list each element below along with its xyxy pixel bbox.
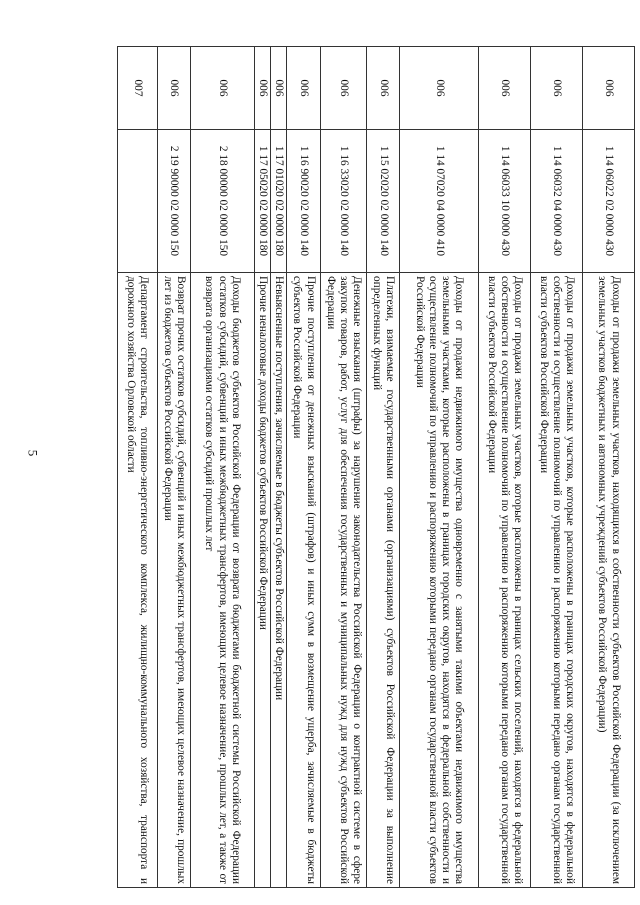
budget-code-cell: 2 18 00000 02 0000 150 [190,130,254,273]
table-body [117,47,634,888]
description-cell: Платежи, взимаемые государственными органами (организациями) субъектов Российской Федерации за выполнение определенных функций [367,273,400,888]
budget-code-cell: 1 14 07020 04 0000 410 [400,130,479,273]
budget-code-cell: 1 16 90020 02 0000 140 [287,130,321,273]
admin-code-cell: 006 [400,47,479,130]
rotated-page [60,46,635,888]
table-row [254,47,270,888]
description-cell: Денежные взыскания (штрафы) за нарушение законодательства Российской Федерации о контрактной системе в сфере закупок товаров, работ, услуг для обеспечения государственных и муниципальных нужд для нужд субъектов Российской Федерации [321,273,367,888]
description-cell: Доходы от продажи земельных участков, которые расположены в границах сельских поселений, находятся в федеральной собственности и осуществление полномочий по управлению и распоряжению которыми передано органам государственной власти субъектов Российской Федерации [479,273,531,888]
page-number: 5 [25,449,41,457]
budget-code-cell [117,130,157,273]
budget-code-cell: 1 15 02020 02 0000 140 [367,130,400,273]
budget-code-cell: 1 14 06033 10 0000 430 [479,130,531,273]
admin-code-cell: 007 [117,47,157,130]
table-row [287,47,321,888]
table-row [117,47,157,888]
description-cell: Доходы от продажи земельных участков, которые расположены в границах городских округов, находятся в федеральной собственности и осуществление полномочий по управлению и распоряжению которыми передано органам государственной власти субъектов Российской Федерации [531,273,583,888]
admin-code-cell: 006 [254,47,270,130]
table-row [583,47,635,888]
description-cell: Доходы от продажи земельных участков, находящихся в собственности субъектов Российской Федерации (за исключением земельных участков бюджетных и автономных учреждений субъектов Российской Федерации) [583,273,635,888]
description-cell: Прочие поступления от денежных взысканий (штрафов) и иных сумм в возмещение ущерба, зачисляемые в бюджеты субъектов Российской Федерации [287,273,321,888]
description-cell: Доходы бюджетов субъектов Российской Федерации от возврата бюджетами бюджетной системы Российской Федерации остатков субсидий, субвенций и иных межбюджетных трансфертов, имеющих целевое назначение, прошлых лет, а также от возврата организациями остатков субсидий прошлых лет [190,273,254,888]
table-row [367,47,400,888]
admin-code-cell: 006 [190,47,254,130]
table-row [400,47,479,888]
description-cell: Прочие неналоговые доходы бюджетов субъектов Российской Федерации [254,273,270,888]
budget-code-cell: 1 17 01020 02 0000 180 [270,130,286,273]
admin-code-cell: 006 [287,47,321,130]
table-row [270,47,286,888]
budget-code-cell: 1 17 05020 02 0000 180 [254,130,270,273]
admin-code-cell: 006 [479,47,531,130]
description-cell: Доходы от продажи недвижимого имущества одновременно с занятыми такими объектами недвижимого имущества земельными участками, которые расположены в границах городских округов, находятся в федеральной собственности и осуществление полномочий по управлению и распоряжению которыми передано органам государственной власти субъектов Российской Федерации [400,273,479,888]
table-row [531,47,583,888]
budget-code-cell: 1 14 06022 02 0000 430 [583,130,635,273]
table-row [479,47,531,888]
admin-code-cell: 006 [270,47,286,130]
table-row [190,47,254,888]
description-cell: Невыясненные поступления, зачисляемые в бюджеты субъектов Российской Федерации [270,273,286,888]
table-row [321,47,367,888]
revenue-codes-table [117,46,635,888]
admin-code-cell: 006 [531,47,583,130]
admin-code-cell: 006 [157,47,190,130]
budget-code-cell: 1 16 33020 02 0000 140 [321,130,367,273]
table-row [157,47,190,888]
description-cell: Департамент строительства, топливно-энергетического комплекса, жилищно-коммунального хозяйства, транспорта и дорожного хозяйства Орловской области [117,273,157,888]
budget-code-cell: 2 19 90000 02 0000 150 [157,130,190,273]
admin-code-cell: 006 [583,47,635,130]
budget-code-cell: 1 14 06032 04 0000 430 [531,130,583,273]
description-cell: Возврат прочих остатков субсидий, субвенций и иных межбюджетных трансфертов, имеющих целевое назначение, прошлых лет из бюджетов субъектов Российской Федерации [157,273,190,888]
admin-code-cell: 006 [321,47,367,130]
admin-code-cell: 006 [367,47,400,130]
